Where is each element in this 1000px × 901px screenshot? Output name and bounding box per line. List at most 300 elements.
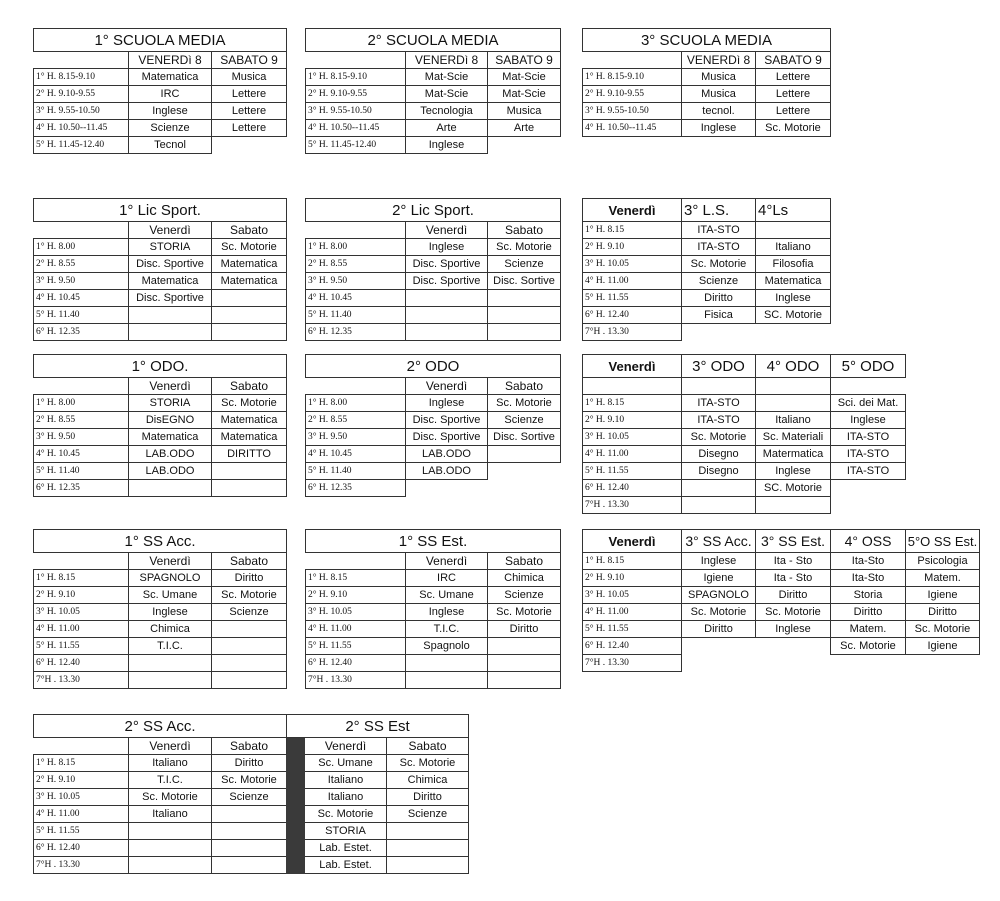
time-slot: 6° H. 12.35 bbox=[34, 324, 129, 341]
subject-cell: Diritto bbox=[906, 604, 980, 621]
day-header: Sabato bbox=[387, 738, 469, 755]
subject-cell: Inglese bbox=[756, 621, 831, 638]
subject-cell: Mat-Scie bbox=[406, 69, 488, 86]
subject-cell: ITA-STO bbox=[682, 239, 756, 256]
day-header: SABATO 9 bbox=[488, 52, 561, 69]
subject-cell: T.I.C. bbox=[129, 638, 212, 655]
time-slot: 2° H. 9.10-9.55 bbox=[34, 86, 129, 103]
table-row bbox=[34, 446, 287, 463]
subject-cell: Inglese bbox=[756, 463, 831, 480]
subject-cell: Chimica bbox=[129, 621, 212, 638]
timetable-2-ss bbox=[33, 714, 469, 874]
table-row bbox=[306, 137, 561, 154]
time-slot: 4° H. 10.50--11.45 bbox=[306, 120, 406, 137]
table-row bbox=[34, 857, 469, 874]
subject-cell: Disegno bbox=[682, 446, 756, 463]
time-slot: 1° H. 8.15 bbox=[583, 553, 682, 570]
subject-cell: Tecnologia bbox=[406, 103, 488, 120]
day-header-row bbox=[583, 52, 831, 69]
table-row bbox=[34, 570, 287, 587]
table-row bbox=[34, 395, 287, 412]
time-slot: 6° H. 12.40 bbox=[34, 840, 129, 857]
table-row bbox=[306, 69, 561, 86]
time-slot: 3° H. 9.55-10.50 bbox=[583, 103, 682, 120]
time-slot: 1° H. 8.15-9.10 bbox=[34, 69, 129, 86]
subject-cell bbox=[212, 463, 287, 480]
table-row bbox=[306, 672, 561, 689]
subject-cell bbox=[756, 222, 831, 239]
time-slot: 7°H . 13.30 bbox=[34, 672, 129, 689]
time-slot: 3° H. 10.05 bbox=[34, 604, 129, 621]
subject-cell bbox=[387, 840, 469, 857]
table-row bbox=[583, 655, 980, 672]
day-header: Sabato bbox=[212, 738, 287, 755]
time-slot: 3° H. 10.05 bbox=[583, 429, 682, 446]
subject-cell: Sc. Materiali bbox=[756, 429, 831, 446]
time-slot: 7°H . 13.30 bbox=[583, 324, 682, 341]
subject-cell: Sc. Motorie bbox=[906, 621, 980, 638]
subject-cell bbox=[488, 307, 561, 324]
subject-cell: Matematica bbox=[756, 273, 831, 290]
subject-cell: SPAGNOLO bbox=[129, 570, 212, 587]
time-slot: 1° H. 8.15 bbox=[583, 395, 682, 412]
subject-cell bbox=[756, 395, 831, 412]
day-header: Venerdì bbox=[406, 222, 488, 239]
day-header-row bbox=[306, 378, 561, 395]
time-slot: 5° H. 11.40 bbox=[306, 307, 406, 324]
subject-cell: Mat-Scie bbox=[488, 69, 561, 86]
subject-cell bbox=[682, 497, 756, 514]
subject-cell: Ita-Sto bbox=[831, 553, 906, 570]
time-slot: 5° H. 11.55 bbox=[583, 621, 682, 638]
subject-cell bbox=[212, 480, 287, 497]
class-title: 1° SCUOLA MEDIA bbox=[34, 29, 287, 52]
subject-cell: Sc. Motorie bbox=[488, 604, 561, 621]
subject-cell: Chimica bbox=[488, 570, 561, 587]
subject-cell bbox=[129, 823, 212, 840]
time-slot: 1° H. 8.00 bbox=[34, 239, 129, 256]
subject-cell bbox=[756, 497, 831, 514]
table-row bbox=[34, 273, 287, 290]
subject-cell: ITA-STO bbox=[831, 463, 906, 480]
time-slot: 5° H. 11.55 bbox=[306, 638, 406, 655]
subject-cell: Sc. Motorie bbox=[682, 604, 756, 621]
subject-cell: T.I.C. bbox=[129, 772, 212, 789]
subject-cell: Diritto bbox=[682, 621, 756, 638]
subject-cell: DisEGNO bbox=[129, 412, 212, 429]
subject-cell: Sc. Motorie bbox=[129, 789, 212, 806]
table-row bbox=[34, 103, 287, 120]
subject-cell: Inglese bbox=[129, 103, 212, 120]
day-header: Sabato bbox=[488, 378, 561, 395]
subject-cell: Sc. Motorie bbox=[488, 395, 561, 412]
subject-cell: ITA-STO bbox=[682, 412, 756, 429]
class-header: 3° SS Acc. bbox=[682, 530, 756, 553]
table-row bbox=[306, 103, 561, 120]
time-slot: 3° H. 9.55-10.50 bbox=[34, 103, 129, 120]
table-row bbox=[583, 463, 906, 480]
class-header: 3° L.S. bbox=[682, 199, 756, 222]
subject-cell bbox=[129, 324, 212, 341]
subject-cell: Sc. Motorie bbox=[212, 239, 287, 256]
table-row bbox=[583, 120, 831, 137]
time-slot: 4° H. 10.45 bbox=[34, 446, 129, 463]
separator-bar bbox=[287, 738, 305, 874]
subject-cell: ITA-STO bbox=[831, 446, 906, 463]
table-row bbox=[306, 587, 561, 604]
table-row bbox=[34, 429, 287, 446]
subject-cell: Sc. Motorie bbox=[387, 755, 469, 772]
time-slot: 2° H. 9.10-9.55 bbox=[306, 86, 406, 103]
subject-cell: Sc. Motorie bbox=[212, 587, 287, 604]
subject-cell: Storia bbox=[831, 587, 906, 604]
time-slot: 4° H. 11.00 bbox=[34, 621, 129, 638]
subject-cell bbox=[129, 857, 212, 874]
subject-cell bbox=[682, 480, 756, 497]
subject-cell: Lettere bbox=[212, 86, 287, 103]
subject-cell: Italiano bbox=[129, 755, 212, 772]
subject-cell bbox=[212, 655, 287, 672]
table-row bbox=[34, 480, 287, 497]
day-header: Sabato bbox=[212, 222, 287, 239]
time-slot: 3° H. 10.05 bbox=[34, 789, 129, 806]
subject-cell: Mat-Scie bbox=[488, 86, 561, 103]
table-row bbox=[583, 290, 831, 307]
subject-cell: LAB.ODO bbox=[129, 463, 212, 480]
subject-cell: Lettere bbox=[756, 69, 831, 86]
time-slot: 6° H. 12.40 bbox=[34, 655, 129, 672]
table-row bbox=[306, 412, 561, 429]
table-row bbox=[583, 412, 906, 429]
day-header: Venerdì bbox=[129, 738, 212, 755]
subject-cell: Inglese bbox=[406, 137, 488, 154]
class-title: 2° SCUOLA MEDIA bbox=[306, 29, 561, 52]
time-slot: 2° H. 8.55 bbox=[34, 256, 129, 273]
table-row bbox=[583, 446, 906, 463]
table-row bbox=[34, 290, 287, 307]
table-row bbox=[306, 621, 561, 638]
subject-cell: Diritto bbox=[756, 587, 831, 604]
table-row bbox=[306, 273, 561, 290]
table-row bbox=[306, 446, 561, 463]
subject-cell: Disc. Sportive bbox=[129, 256, 212, 273]
subject-cell: tecnol. bbox=[682, 103, 756, 120]
timetable-1-lic-sport bbox=[33, 198, 287, 341]
subject-cell: Scienze bbox=[488, 412, 561, 429]
time-slot: 1° H. 8.15-9.10 bbox=[306, 69, 406, 86]
table-row bbox=[306, 463, 561, 480]
table-row bbox=[34, 587, 287, 604]
subject-cell: Ita-Sto bbox=[831, 570, 906, 587]
subject-cell: Disegno bbox=[682, 463, 756, 480]
time-slot: 6° H. 12.40 bbox=[583, 307, 682, 324]
subject-cell: STORIA bbox=[305, 823, 387, 840]
table-row bbox=[583, 103, 831, 120]
day-header: Venerdì bbox=[406, 553, 488, 570]
time-slot: 4° H. 11.00 bbox=[34, 806, 129, 823]
day-header: Venerdì bbox=[129, 222, 212, 239]
subject-cell: Lab. Estet. bbox=[305, 840, 387, 857]
subject-cell: Ita - Sto bbox=[756, 570, 831, 587]
class-header: 3° SS Est. bbox=[756, 530, 831, 553]
subject-cell: Sc. Motorie bbox=[212, 772, 287, 789]
subject-cell: DIRITTO bbox=[212, 446, 287, 463]
time-slot: 1° H. 8.00 bbox=[34, 395, 129, 412]
time-slot: 1° H. 8.15 bbox=[34, 755, 129, 772]
subject-cell bbox=[129, 840, 212, 857]
subject-cell: ITA-STO bbox=[682, 222, 756, 239]
table-row bbox=[306, 638, 561, 655]
day-header-row bbox=[34, 738, 469, 755]
table-row bbox=[34, 772, 469, 789]
subject-cell: Scienze bbox=[488, 587, 561, 604]
subject-cell: Diritto bbox=[212, 570, 287, 587]
subject-cell bbox=[488, 446, 561, 463]
subject-cell: Italiano bbox=[305, 772, 387, 789]
day-header: Venerdì bbox=[129, 378, 212, 395]
time-slot: 3° H. 10.05 bbox=[583, 256, 682, 273]
time-slot: 5° H. 11.55 bbox=[583, 463, 682, 480]
subject-cell bbox=[488, 290, 561, 307]
subject-cell: Inglese bbox=[682, 120, 756, 137]
table-row bbox=[583, 239, 831, 256]
subject-cell: Inglese bbox=[831, 412, 906, 429]
time-slot: 3° H. 9.50 bbox=[306, 273, 406, 290]
table-row bbox=[34, 412, 287, 429]
subject-cell: Scienze bbox=[212, 789, 287, 806]
table-row bbox=[34, 120, 287, 137]
class-header-row bbox=[583, 530, 980, 553]
table-row bbox=[583, 429, 906, 446]
table-row bbox=[34, 324, 287, 341]
subject-cell: Sc. Motorie bbox=[212, 395, 287, 412]
time-slot: 5° H. 11.55 bbox=[34, 823, 129, 840]
subject-cell: Inglese bbox=[406, 604, 488, 621]
subject-cell: Diritto bbox=[831, 604, 906, 621]
subject-cell: ITA-STO bbox=[831, 429, 906, 446]
time-slot: 2° H. 9.10 bbox=[306, 587, 406, 604]
subject-cell: Italiano bbox=[756, 412, 831, 429]
subject-cell bbox=[212, 806, 287, 823]
subject-cell bbox=[212, 840, 287, 857]
class-header: 4° OSS bbox=[831, 530, 906, 553]
subject-cell: Italiano bbox=[305, 789, 387, 806]
time-slot: 2° H. 9.10 bbox=[34, 587, 129, 604]
table-row bbox=[583, 570, 980, 587]
subject-cell: Arte bbox=[488, 120, 561, 137]
table-row bbox=[306, 604, 561, 621]
time-slot: 4° H. 10.50--11.45 bbox=[34, 120, 129, 137]
table-row bbox=[34, 789, 469, 806]
subject-cell bbox=[212, 307, 287, 324]
subject-cell: Arte bbox=[406, 120, 488, 137]
time-slot: 5° H. 11.55 bbox=[34, 638, 129, 655]
subject-cell bbox=[488, 672, 561, 689]
subject-cell bbox=[129, 672, 212, 689]
subject-cell: Italiano bbox=[129, 806, 212, 823]
table-row bbox=[34, 655, 287, 672]
class-title-2-ss-acc: 2° SS Acc. bbox=[34, 715, 287, 738]
day-header-row bbox=[306, 52, 561, 69]
day-header: Venerdì bbox=[305, 738, 387, 755]
time-slot: 5° H. 11.45-12.40 bbox=[34, 137, 129, 154]
day-header: Venerdì bbox=[406, 378, 488, 395]
time-slot: 5° H. 11.40 bbox=[306, 463, 406, 480]
subject-cell bbox=[387, 857, 469, 874]
table-row bbox=[583, 553, 980, 570]
table-row bbox=[583, 222, 831, 239]
time-slot: 3° H. 10.05 bbox=[583, 587, 682, 604]
subject-cell: Inglese bbox=[406, 239, 488, 256]
subject-cell: Scienze bbox=[488, 256, 561, 273]
subject-cell bbox=[406, 307, 488, 324]
table-row bbox=[306, 239, 561, 256]
time-slot: 2° H. 8.55 bbox=[306, 256, 406, 273]
subject-cell: Sc. Umane bbox=[305, 755, 387, 772]
time-slot: 2° H. 8.55 bbox=[306, 412, 406, 429]
subject-cell: Italiano bbox=[756, 239, 831, 256]
day-header: VENERDì 8 bbox=[682, 52, 756, 69]
subject-cell bbox=[406, 290, 488, 307]
time-slot: 6° H. 12.40 bbox=[583, 638, 682, 655]
class-title: 2° Lic Sport. bbox=[306, 199, 561, 222]
table-row bbox=[306, 86, 561, 103]
subject-cell: Lab. Estet. bbox=[305, 857, 387, 874]
time-slot: 5° H. 11.40 bbox=[34, 307, 129, 324]
table-row bbox=[583, 86, 831, 103]
subject-cell: Inglese bbox=[682, 553, 756, 570]
day-header: Sabato bbox=[212, 378, 287, 395]
time-slot: 1° H. 8.00 bbox=[306, 239, 406, 256]
table-row bbox=[583, 604, 980, 621]
subject-cell: Disc. Sportive bbox=[406, 429, 488, 446]
table-row bbox=[306, 256, 561, 273]
table-row bbox=[34, 755, 469, 772]
day-header: VENERDì 8 bbox=[129, 52, 212, 69]
subject-cell bbox=[406, 324, 488, 341]
class-header-row bbox=[583, 199, 831, 222]
time-slot: 1° H. 8.15 bbox=[34, 570, 129, 587]
subject-cell: Matem. bbox=[906, 570, 980, 587]
subject-cell: LAB.ODO bbox=[406, 463, 488, 480]
table-row bbox=[306, 480, 561, 497]
subject-cell: Disc. Sortive bbox=[488, 429, 561, 446]
timetable-2-lic-sport bbox=[305, 198, 561, 341]
subject-cell: Scienze bbox=[129, 120, 212, 137]
day-header-row bbox=[34, 52, 287, 69]
subject-cell: Disc. Sportive bbox=[406, 273, 488, 290]
day-header: Sabato bbox=[488, 222, 561, 239]
table-row bbox=[306, 395, 561, 412]
subject-cell bbox=[212, 290, 287, 307]
time-slot: 4° H. 11.00 bbox=[306, 621, 406, 638]
table-row bbox=[583, 256, 831, 273]
subject-cell bbox=[212, 621, 287, 638]
subject-cell bbox=[212, 857, 287, 874]
class-header: 5°O SS Est. bbox=[906, 530, 980, 553]
time-slot: 6° H. 12.35 bbox=[34, 480, 129, 497]
subject-cell: Fisica bbox=[682, 307, 756, 324]
subject-cell: Disc. Sportive bbox=[406, 412, 488, 429]
subject-cell: LAB.ODO bbox=[129, 446, 212, 463]
table-row bbox=[306, 307, 561, 324]
table-row bbox=[583, 638, 980, 655]
time-slot: 2° H. 9.10 bbox=[583, 570, 682, 587]
class-title: 1° SS Est. bbox=[306, 530, 561, 553]
subject-cell: Lettere bbox=[212, 103, 287, 120]
table-row bbox=[306, 120, 561, 137]
subject-cell bbox=[129, 307, 212, 324]
time-slot: 7°H . 13.30 bbox=[583, 497, 682, 514]
subject-cell: Sc. Umane bbox=[129, 587, 212, 604]
subject-cell: Musica bbox=[212, 69, 287, 86]
time-slot: 6° H. 12.40 bbox=[306, 655, 406, 672]
subject-cell: Sc. Motorie bbox=[756, 120, 831, 137]
subject-cell bbox=[212, 324, 287, 341]
subject-cell: Diritto bbox=[212, 755, 287, 772]
subject-cell: Lettere bbox=[756, 86, 831, 103]
subject-cell bbox=[488, 638, 561, 655]
subject-cell: IRC bbox=[406, 570, 488, 587]
table-row bbox=[34, 69, 287, 86]
table-row bbox=[583, 621, 980, 638]
time-slot: 2° H. 8.55 bbox=[34, 412, 129, 429]
time-slot: 7°H . 13.30 bbox=[583, 655, 682, 672]
table-row bbox=[34, 638, 287, 655]
subject-cell: Igiene bbox=[906, 638, 980, 655]
class-header: 3° ODO bbox=[682, 355, 756, 378]
timetable-1-ss-est bbox=[305, 529, 561, 689]
day-header-row bbox=[34, 553, 287, 570]
day-header: Sabato bbox=[212, 553, 287, 570]
subject-cell: Scienze bbox=[387, 806, 469, 823]
subject-cell: STORIA bbox=[129, 239, 212, 256]
subject-cell: Scienze bbox=[682, 273, 756, 290]
subject-cell: Ita - Sto bbox=[756, 553, 831, 570]
subject-cell: Matematica bbox=[129, 273, 212, 290]
subject-cell bbox=[406, 655, 488, 672]
subject-cell: Sc. Motorie bbox=[831, 638, 906, 655]
class-header: 4° ODO bbox=[756, 355, 831, 378]
subject-cell: Igiene bbox=[682, 570, 756, 587]
table-row bbox=[583, 480, 906, 497]
time-slot: 4° H. 10.45 bbox=[34, 290, 129, 307]
class-header: 5° ODO bbox=[831, 355, 906, 378]
subject-cell: Tecnol bbox=[129, 137, 212, 154]
time-slot: 3° H. 10.05 bbox=[306, 604, 406, 621]
time-slot: 1° H. 8.15 bbox=[583, 222, 682, 239]
time-slot: 5° H. 11.40 bbox=[34, 463, 129, 480]
time-slot: 5° H. 11.55 bbox=[583, 290, 682, 307]
subject-cell: Disc. Sportive bbox=[406, 256, 488, 273]
subject-cell: T.I.C. bbox=[406, 621, 488, 638]
subject-cell: Sc. Motorie bbox=[305, 806, 387, 823]
table-row bbox=[34, 672, 287, 689]
subject-cell: Disc. Sportive bbox=[129, 290, 212, 307]
subject-cell: Diritto bbox=[682, 290, 756, 307]
subject-cell: SC. Motorie bbox=[756, 480, 831, 497]
subject-cell bbox=[406, 672, 488, 689]
timetable-upper-ss bbox=[582, 529, 980, 672]
subject-cell: Chimica bbox=[387, 772, 469, 789]
class-title: 2° ODO bbox=[306, 355, 561, 378]
subject-cell: Diritto bbox=[488, 621, 561, 638]
table-row bbox=[583, 273, 831, 290]
table-row bbox=[306, 324, 561, 341]
subject-cell bbox=[387, 823, 469, 840]
time-slot: 6° H. 12.40 bbox=[583, 480, 682, 497]
table-row bbox=[34, 604, 287, 621]
